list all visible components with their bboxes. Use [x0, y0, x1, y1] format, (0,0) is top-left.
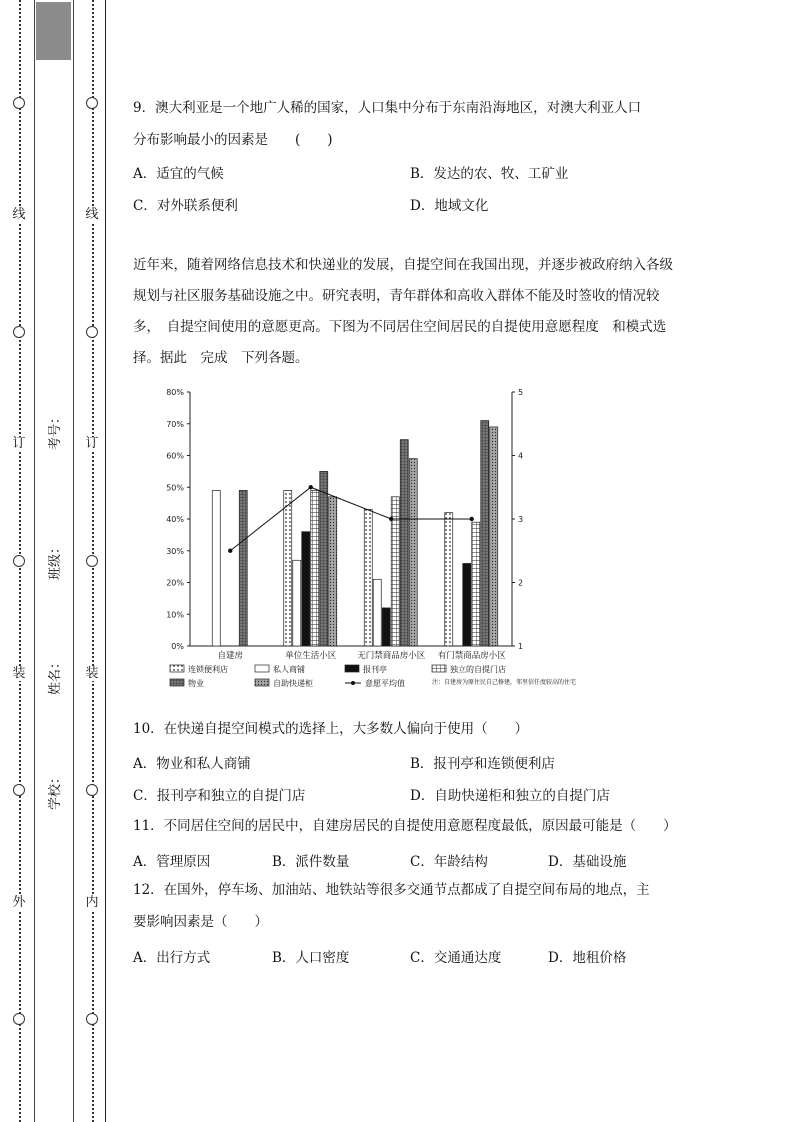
- legend-swatch: [170, 679, 184, 686]
- bar: [329, 497, 337, 646]
- legend-label: 连锁便利店: [188, 665, 228, 674]
- q12-stem-line1: 12．在国外，停车场、加油站、地铁站等很多交通节点都成了自提空间布局的地点，主: [133, 882, 650, 898]
- bar: [373, 579, 381, 646]
- outer-mark-zhuang: 装: [12, 666, 26, 681]
- legend-swatch: [432, 665, 446, 672]
- inner-mark-xian: 线: [85, 207, 99, 222]
- legend-swatch: [255, 665, 269, 672]
- y-right-tick-label: 4: [518, 451, 524, 461]
- outer-mark-wai: 外: [12, 895, 26, 910]
- q12-stem-line2: 要影响因素是（ ）: [133, 914, 268, 930]
- willingness-point: [389, 517, 393, 521]
- material-paragraph: 近年来，随着网络信息技术和快递业的发展，自提空间在我国出现，并逐步被政府纳入各级规划与社区服务基础设施之中。研究表明，青年群体和高收入群体不能及时签收的情况较多， 自提空间使用的意愿更高。下图为不同居住空间居民的自提使用意愿程度 和模式选择。据此 完成 下列各题。: [133, 257, 673, 366]
- willingness-point: [470, 517, 474, 521]
- q11-option-d[interactable]: D．基础设施: [548, 854, 627, 870]
- outer-circle-mark: [13, 784, 25, 796]
- y-right-tick-label: 5: [518, 388, 524, 397]
- bar: [472, 522, 480, 646]
- y-left-tick-label: 20%: [166, 578, 184, 588]
- bar: [400, 440, 408, 646]
- outer-circle-mark: [13, 555, 25, 567]
- y-left-tick-label: 80%: [166, 388, 184, 397]
- y-left-tick-label: 60%: [166, 451, 184, 461]
- q9-option-a[interactable]: A．适宜的气候: [133, 166, 224, 182]
- bar: [409, 459, 417, 646]
- inner-circle-mark: [86, 326, 98, 338]
- name-field[interactable]: 姓名：: [48, 655, 64, 695]
- inner-mark-zhuang: 装: [85, 666, 99, 681]
- outer-mark-ding: 订: [12, 436, 26, 451]
- legend-note: 注：自建房为原住民自己修建，邻里信任度较高的住宅: [432, 679, 577, 686]
- legend-swatch: [255, 679, 269, 686]
- x-category-label: 自建房: [217, 651, 244, 661]
- q9-option-d[interactable]: D．地域文化: [410, 198, 489, 214]
- y-right-tick-label: 2: [518, 578, 524, 588]
- legend-swatch: [345, 665, 359, 672]
- class-field[interactable]: 班级：: [48, 540, 64, 580]
- bar: [463, 563, 471, 646]
- bar: [481, 421, 489, 646]
- inner-circle-mark: [86, 784, 98, 796]
- outer-circle-mark: [13, 326, 25, 338]
- inner-circle-mark: [86, 555, 98, 567]
- legend-label: 私人商铺: [273, 665, 305, 674]
- bar-line-chart: [140, 380, 577, 710]
- y-left-tick-label: 50%: [166, 483, 184, 493]
- x-category-label: 无门禁商品房小区: [357, 651, 426, 661]
- q11-option-b[interactable]: B．派件数量: [272, 854, 350, 870]
- willingness-point: [309, 485, 313, 489]
- legend-label: 报刊亭: [363, 665, 387, 674]
- legend-label: 意愿平均值: [365, 679, 405, 688]
- q9-option-c[interactable]: C．对外联系便利: [133, 198, 238, 214]
- q10-option-a[interactable]: A．物业和私人商铺: [133, 756, 251, 772]
- outer-circle-mark: [13, 97, 25, 109]
- q12-option-a[interactable]: A．出行方式: [133, 950, 211, 966]
- q11-option-a[interactable]: A．管理原因: [133, 854, 211, 870]
- inner-binding-line: [80, 0, 104, 1122]
- q9-stem-line2: 分布影响最小的因素是 ( ): [133, 132, 333, 148]
- outer-circle-mark: [13, 1013, 25, 1025]
- inner-mark-nei: 内: [85, 895, 99, 910]
- q9-option-b[interactable]: B．发达的农、牧、工矿业: [410, 166, 569, 182]
- q12-option-d[interactable]: D．地租价格: [548, 950, 627, 966]
- y-right-tick-label: 3: [518, 515, 524, 524]
- y-left-tick-label: 70%: [166, 419, 184, 429]
- legend-swatch: [170, 665, 184, 672]
- y-right-tick-label: 1: [518, 642, 524, 651]
- q10-stem: 10．在快递自提空间模式的选择上，大多数人偏向于使用（ ）: [133, 721, 529, 737]
- bar: [293, 560, 301, 646]
- outer-binding-line: [6, 0, 32, 1122]
- bar: [212, 490, 220, 646]
- outer-mark-xian: 线: [12, 207, 26, 222]
- school-field[interactable]: 学校：: [48, 770, 64, 810]
- y-left-tick-label: 30%: [166, 546, 184, 556]
- x-category-label: 单位生活小区: [285, 651, 337, 661]
- inner-mark-ding: 订: [85, 436, 99, 451]
- exam-number-field[interactable]: 考号：: [48, 410, 64, 450]
- bar: [490, 427, 498, 646]
- willingness-line: [230, 487, 472, 551]
- q11-option-c[interactable]: C．年龄结构: [410, 854, 488, 870]
- inner-circle-mark: [86, 97, 98, 109]
- q10-option-b[interactable]: B．报刊亭和连锁便利店: [410, 756, 555, 772]
- y-left-tick-label: 10%: [166, 610, 184, 620]
- bar: [445, 513, 453, 646]
- q12-option-b[interactable]: B．人口密度: [272, 950, 350, 966]
- q11-stem: 11．不同居住空间的居民中，自建房居民的自提使用意愿程度最低，原因最可能是（ ）: [133, 818, 677, 834]
- x-category-label: 有门禁商品房小区: [437, 651, 506, 661]
- y-left-tick-label: 0%: [171, 642, 184, 651]
- q9-stem-line1: 9．澳大利亚是一个地广人稀的国家，人口集中分布于东南沿海地区，对澳大利亚人口: [133, 100, 642, 116]
- bar: [382, 608, 390, 646]
- bar: [364, 509, 372, 646]
- bar: [239, 490, 247, 646]
- margin-rule: [105, 0, 106, 1122]
- bar: [284, 490, 292, 646]
- q10-option-c[interactable]: C．报刊亭和独立的自提门店: [133, 788, 306, 804]
- legend-label: 独立的自提门店: [450, 665, 506, 674]
- q12-option-c[interactable]: C．交通通达度: [410, 950, 502, 966]
- y-left-tick-label: 40%: [166, 515, 184, 524]
- legend-line-point: [351, 681, 355, 685]
- inner-circle-mark: [86, 1013, 98, 1025]
- q10-option-d[interactable]: D．自助快递柜和独立的自提门店: [410, 788, 610, 804]
- bar: [320, 471, 328, 646]
- willingness-point: [228, 549, 232, 553]
- gray-header-block: [36, 2, 71, 60]
- bar: [311, 490, 319, 646]
- legend-label: 物业: [188, 679, 204, 688]
- legend-label: 自助快递柜: [273, 679, 313, 688]
- bar: [302, 532, 310, 646]
